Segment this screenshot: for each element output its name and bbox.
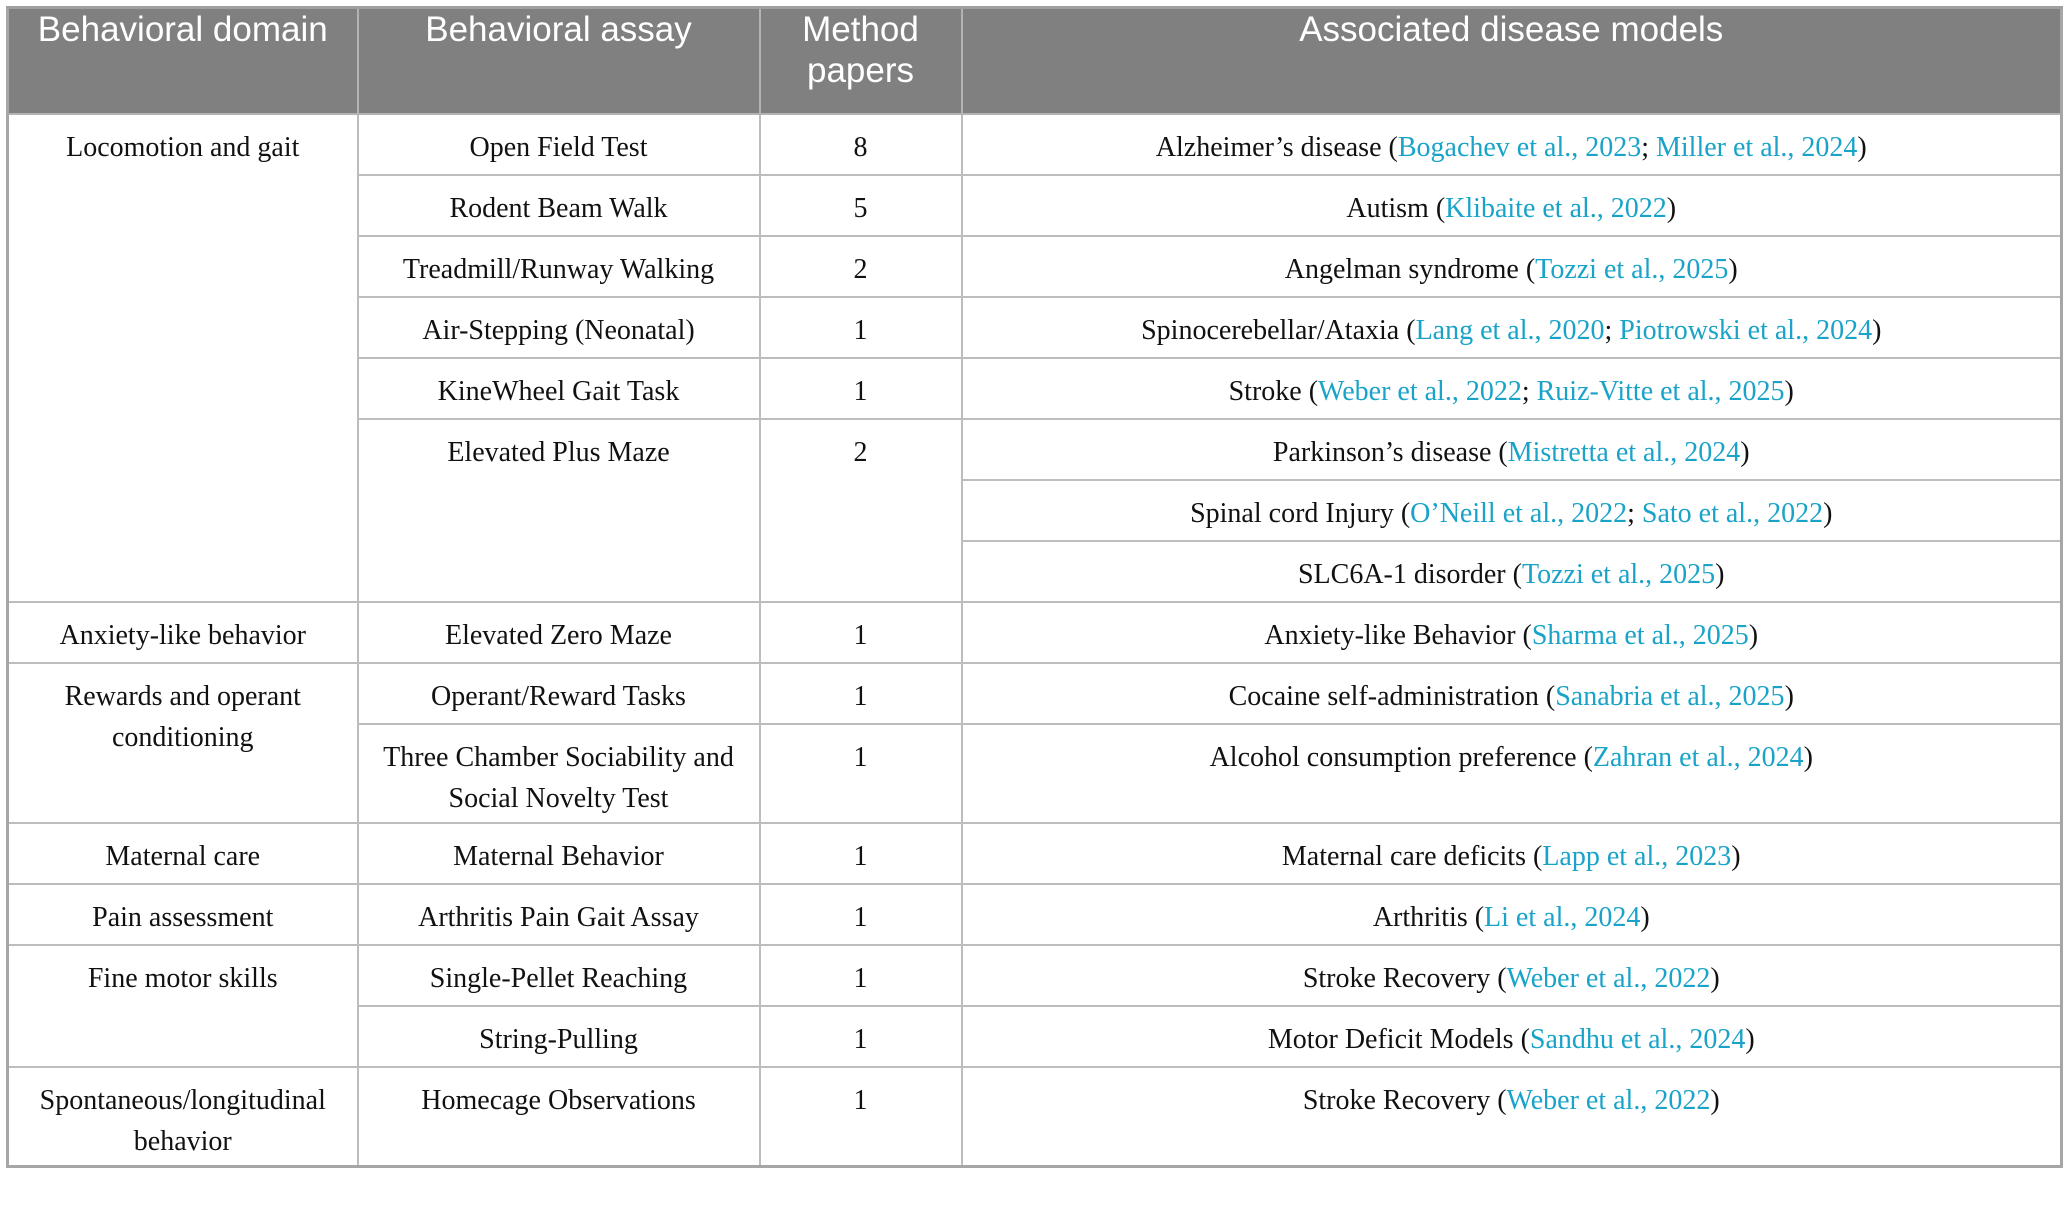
model-cell: Alcohol consumption preference (Zahran et al., 2024)	[962, 724, 2062, 823]
table-row	[8, 1067, 2062, 1166]
citation-link[interactable]: Weber et al., 2022	[1506, 963, 1711, 994]
citation-link[interactable]: Tozzi et al., 2025	[1521, 559, 1716, 590]
header-row	[8, 8, 2062, 115]
behavioral-assays-table	[6, 6, 2063, 1168]
assay-cell: Homecage Observations	[358, 1067, 760, 1166]
domain-cell: Anxiety-like behavior	[8, 602, 358, 663]
assay-cell: Rodent Beam Walk	[358, 175, 760, 236]
model-name: Cocaine self-administration	[1228, 681, 1539, 712]
model-name: SLC6A-1 disorder	[1297, 559, 1506, 590]
assay-cell: Air-Stepping (Neonatal)	[358, 297, 760, 358]
model-name: Stroke	[1228, 376, 1302, 407]
citation-link[interactable]: Sanabria et al., 2025	[1555, 681, 1785, 712]
citation-link[interactable]: Sandhu et al., 2024	[1529, 1024, 1746, 1055]
papers-cell: 1	[760, 358, 962, 419]
citation-link[interactable]: Ruiz-Vitte et al., 2025	[1536, 376, 1785, 407]
table-row	[8, 823, 2062, 884]
papers-cell: 1	[760, 823, 962, 884]
assay-cell: Single-Pellet Reaching	[358, 945, 760, 1006]
assay-cell: Treadmill/Runway Walking	[358, 236, 760, 297]
model-cell: Parkinson’s disease (Mistretta et al., 2024)	[962, 419, 2062, 480]
citation-link[interactable]: Miller et al., 2024	[1656, 132, 1858, 163]
citation-link[interactable]: Tozzi et al., 2025	[1535, 254, 1729, 285]
assay-cell: KineWheel Gait Task	[358, 358, 760, 419]
model-name: Autism	[1346, 193, 1429, 224]
model-cell: Cocaine self-administration (Sanabria et al., 2025)	[962, 663, 2062, 724]
citation-link[interactable]: Weber et al., 2022	[1506, 1085, 1711, 1116]
domain-cell: Fine motor skills	[8, 945, 358, 1067]
assay-cell: String-Pulling	[358, 1006, 760, 1067]
citation-link[interactable]: Mistretta et al., 2024	[1507, 437, 1741, 468]
model-name: Angelman syndrome	[1284, 254, 1519, 285]
citation-link[interactable]: Zahran et al., 2024	[1592, 742, 1804, 773]
table-container	[6, 6, 2063, 1168]
table-row	[8, 602, 2062, 663]
papers-cell: 1	[760, 663, 962, 724]
model-name: Alzheimer’s disease	[1155, 132, 1382, 163]
papers-cell: 2	[760, 236, 962, 297]
papers-cell: 1	[760, 602, 962, 663]
model-cell: Anxiety-like Behavior (Sharma et al., 2025)	[962, 602, 2062, 663]
citation-link[interactable]: O’Neill et al., 2022	[1410, 498, 1628, 529]
model-cell: Alzheimer’s disease (Bogachev et al., 2023; Miller et al., 2024)	[962, 114, 2062, 175]
model-cell: Maternal care deficits (Lapp et al., 2023)	[962, 823, 2062, 884]
citation-link[interactable]: Weber et al., 2022	[1318, 376, 1522, 407]
header-domain: Behavioral domain	[8, 8, 358, 115]
model-name: Maternal care deficits	[1281, 841, 1526, 872]
table-row	[8, 114, 2062, 175]
citation-link[interactable]: Lang et al., 2020	[1415, 315, 1605, 346]
model-name: Parkinson’s disease	[1272, 437, 1492, 468]
papers-cell: 8	[760, 114, 962, 175]
model-name: Stroke Recovery	[1302, 1085, 1491, 1116]
model-name: Anxiety-like Behavior	[1264, 620, 1516, 651]
citation-link[interactable]: Li et al., 2024	[1484, 902, 1641, 933]
assay-cell: Arthritis Pain Gait Assay	[358, 884, 760, 945]
papers-cell: 2	[760, 419, 962, 602]
header-models: Associated disease models	[962, 8, 2062, 115]
assay-cell: Operant/Reward Tasks	[358, 663, 760, 724]
domain-cell: Locomotion and gait	[8, 114, 358, 602]
model-cell: Autism (Klibaite et al., 2022)	[962, 175, 2062, 236]
citation-link[interactable]: Sato et al., 2022	[1641, 498, 1824, 529]
model-cell: Stroke (Weber et al., 2022; Ruiz-Vitte et al., 2025)	[962, 358, 2062, 419]
model-name: Alcohol consumption preference	[1209, 742, 1577, 773]
assay-cell: Maternal Behavior	[358, 823, 760, 884]
papers-cell: 1	[760, 945, 962, 1006]
papers-cell: 1	[760, 724, 962, 823]
assay-cell: Elevated Plus Maze	[358, 419, 760, 602]
model-name: Spinocerebellar/Ataxia	[1141, 315, 1400, 346]
model-name: Motor Deficit Models	[1267, 1024, 1514, 1055]
model-name: Stroke Recovery	[1302, 963, 1491, 994]
papers-cell: 1	[760, 1067, 962, 1166]
domain-cell: Rewards and operant conditioning	[8, 663, 358, 823]
table-row	[8, 945, 2062, 1006]
model-cell: Spinocerebellar/Ataxia (Lang et al., 2020; Piotrowski et al., 2024)	[962, 297, 2062, 358]
citation-link[interactable]: Klibaite et al., 2022	[1445, 193, 1667, 224]
model-name: Arthritis	[1372, 902, 1468, 933]
model-cell: Arthritis (Li et al., 2024)	[962, 884, 2062, 945]
domain-cell: Spontaneous/longitudinal behavior	[8, 1067, 358, 1166]
papers-cell: 1	[760, 1006, 962, 1067]
model-cell: Motor Deficit Models (Sandhu et al., 2024)	[962, 1006, 2062, 1067]
domain-cell: Pain assessment	[8, 884, 358, 945]
assay-cell: Three Chamber Sociability and Social Novelty Test	[358, 724, 760, 823]
citation-link[interactable]: Bogachev et al., 2023	[1397, 132, 1642, 163]
model-name: Spinal cord Injury	[1190, 498, 1394, 529]
table-row	[8, 663, 2062, 724]
papers-cell: 1	[760, 297, 962, 358]
citation-link[interactable]: Sharma et al., 2025	[1531, 620, 1749, 651]
model-cell: Spinal cord Injury (O’Neill et al., 2022; Sato et al., 2022)	[962, 480, 2062, 541]
table-row	[8, 884, 2062, 945]
domain-cell: Maternal care	[8, 823, 358, 884]
papers-cell: 5	[760, 175, 962, 236]
citation-link[interactable]: Lapp et al., 2023	[1542, 841, 1732, 872]
assay-cell: Open Field Test	[358, 114, 760, 175]
citation-link[interactable]: Piotrowski et al., 2024	[1619, 315, 1873, 346]
model-cell: Stroke Recovery (Weber et al., 2022)	[962, 945, 2062, 1006]
model-cell: Angelman syndrome (Tozzi et al., 2025)	[962, 236, 2062, 297]
header-papers: Method papers	[760, 8, 962, 115]
papers-cell: 1	[760, 884, 962, 945]
header-assay: Behavioral assay	[358, 8, 760, 115]
assay-cell: Elevated Zero Maze	[358, 602, 760, 663]
model-cell: SLC6A-1 disorder (Tozzi et al., 2025)	[962, 541, 2062, 602]
model-cell: Stroke Recovery (Weber et al., 2022)	[962, 1067, 2062, 1166]
